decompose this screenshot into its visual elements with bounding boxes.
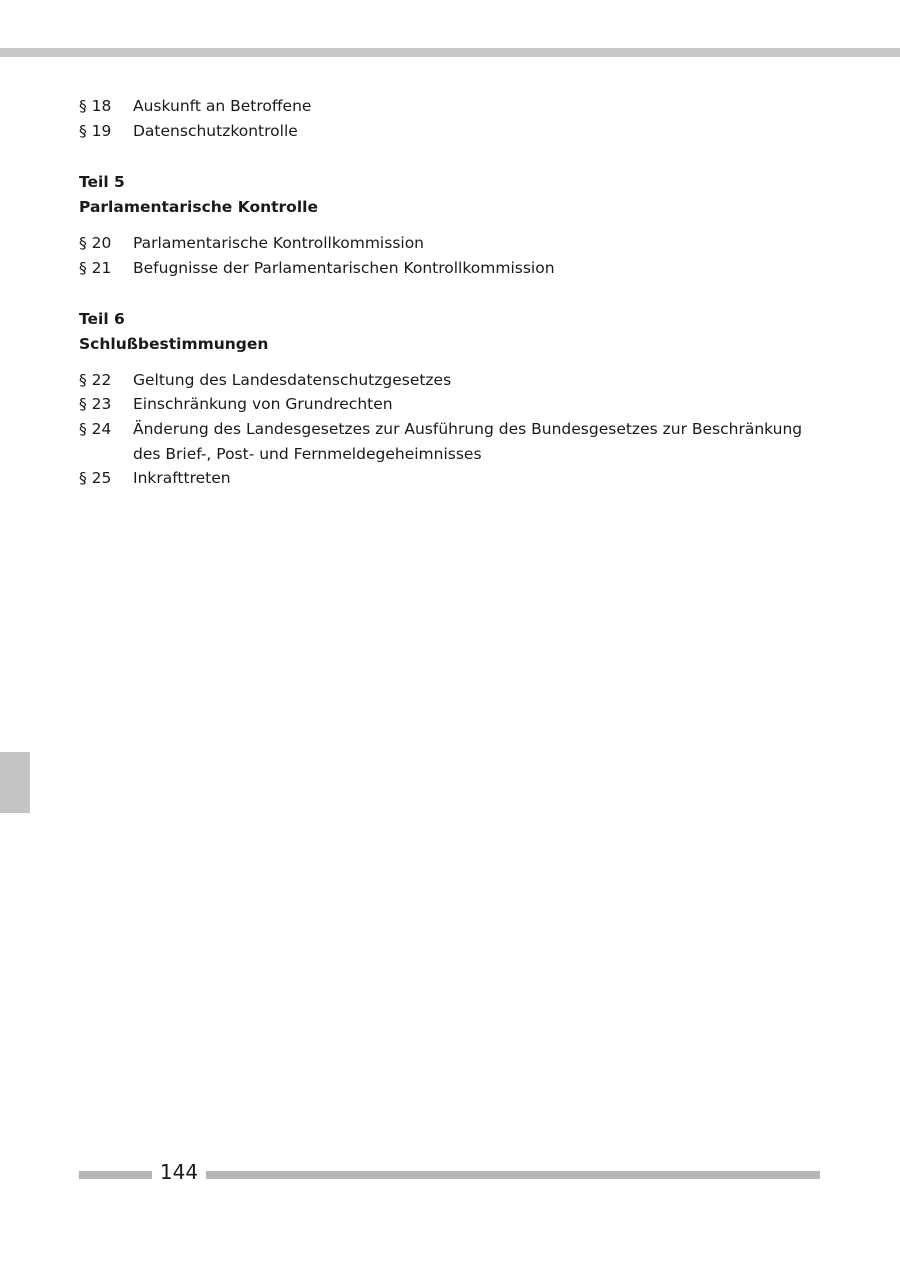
part-label: Teil 6	[79, 310, 125, 329]
section-title: Inkrafttreten	[133, 469, 231, 488]
toc-entry	[79, 392, 824, 417]
toc-entry	[79, 417, 824, 466]
header-rule	[0, 48, 900, 57]
part-heading-6	[79, 307, 824, 356]
part-heading-5	[79, 170, 824, 219]
toc-entry	[79, 94, 824, 119]
section-title: Geltung des Landesdatenschutzgesetzes	[133, 370, 452, 389]
toc-entry	[79, 368, 824, 393]
section-number: § 23	[79, 395, 112, 414]
section-title: Auskunft an Betroffene	[133, 97, 312, 115]
footer-rule-left	[79, 1171, 152, 1179]
part-name: Schlußbestimmungen	[79, 334, 269, 353]
toc-entry	[79, 231, 824, 256]
page-number: 144	[159, 1160, 199, 1184]
footer-rule-right	[206, 1171, 820, 1179]
section-number: § 24	[79, 420, 112, 439]
toc-entry	[79, 256, 824, 281]
section-number: § 21	[79, 258, 112, 277]
entry-group-part5	[79, 231, 824, 280]
section-title: Datenschutzkontrolle	[133, 121, 298, 140]
section-number: § 19	[79, 121, 112, 140]
table-of-contents	[79, 94, 824, 491]
toc-entry	[79, 466, 824, 491]
section-title: Änderung des Landesgesetzes zur Ausführung des Bundesgesetzes zur Beschränkung des Brief-, Post- und Fernmeldegeheimnisses	[133, 420, 803, 463]
entry-group-first	[79, 94, 824, 143]
toc-entry	[79, 119, 824, 144]
part-label: Teil 5	[79, 173, 125, 192]
section-number: § 22	[79, 370, 112, 389]
section-title: Einschränkung von Grundrechten	[133, 395, 393, 414]
entry-group-part6	[79, 368, 824, 492]
section-number: § 18	[79, 97, 112, 115]
section-number: § 25	[79, 469, 112, 488]
part-name: Parlamentarische Kontrolle	[79, 198, 318, 217]
section-title: Parlamentarische Kontrollkommission	[133, 233, 425, 252]
chapter-thumb-tab	[0, 752, 30, 813]
section-title: Befugnisse der Parlamentarischen Kontrollkommission	[133, 258, 555, 277]
section-number: § 20	[79, 233, 112, 252]
